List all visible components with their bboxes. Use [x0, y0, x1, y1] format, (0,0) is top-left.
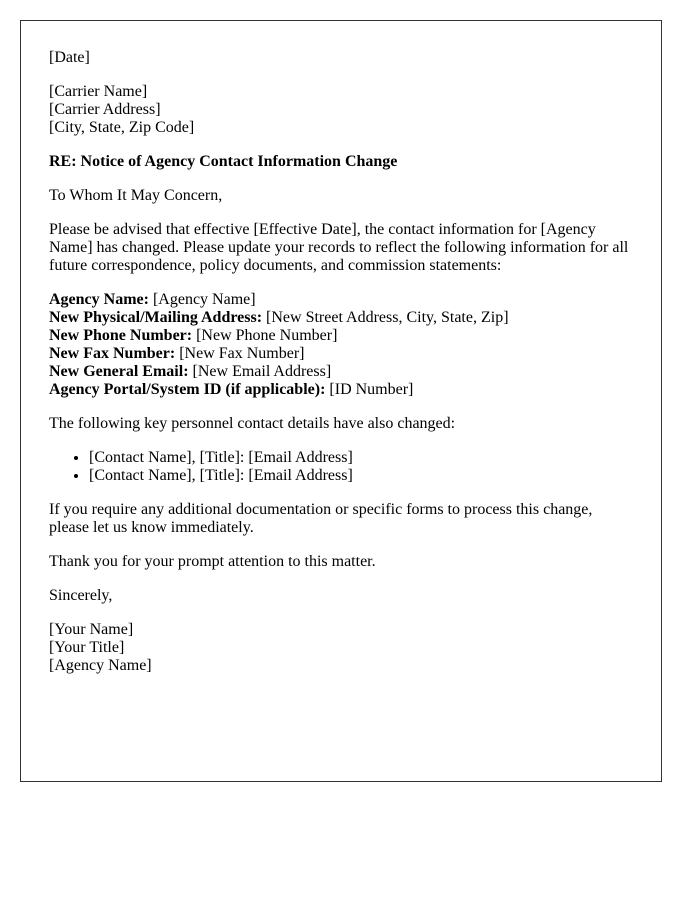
field-value: [New Email Address]	[188, 363, 332, 380]
personnel-intro: The following key personnel contact details have also changed:	[49, 415, 456, 432]
recipient-address	[49, 83, 633, 137]
letter-page	[20, 20, 662, 782]
field-label: Agency Portal/System ID (if applicable):	[49, 381, 326, 398]
field-label: New Fax Number:	[49, 345, 176, 362]
field-value: [New Fax Number]	[175, 345, 305, 362]
field-value: [ID Number]	[325, 381, 414, 398]
field-label: New Phone Number:	[49, 327, 193, 344]
date: [Date]	[49, 49, 90, 66]
carrier-name: [Carrier Name]	[49, 83, 148, 100]
signer-name: [Your Name]	[49, 621, 134, 638]
carrier-city-state-zip: [City, State, Zip Code]	[49, 119, 195, 136]
subject-line: RE: Notice of Agency Contact Information Change	[49, 153, 398, 170]
field-value: [Agency Name]	[148, 291, 256, 308]
signer-agency: [Agency Name]	[49, 657, 152, 674]
list-item: • [Contact Name], [Title]: [Email Address]	[89, 467, 633, 485]
field-label: New General Email:	[49, 363, 189, 380]
signer-title: [Your Title]	[49, 639, 125, 656]
closing: Sincerely,	[49, 587, 113, 604]
field-label: Agency Name:	[49, 291, 149, 308]
carrier-address: [Carrier Address]	[49, 101, 161, 118]
field-value: [New Street Address, City, State, Zip]	[262, 309, 509, 326]
field-value: [New Phone Number]	[192, 327, 338, 344]
request-paragraph: If you require any additional documentation or specific forms to process this change, please let us know immediately.	[49, 501, 593, 536]
intro-paragraph: Please be advised that effective [Effective Date], the contact information for [Agency Name] has changed. Please update your records to reflect the following information for all future correspondence, policy documents, and commission statements:	[49, 221, 629, 274]
field-label: New Physical/Mailing Address:	[49, 309, 263, 326]
personnel-list	[49, 449, 633, 485]
contact-fields	[49, 291, 633, 399]
salutation: To Whom It May Concern,	[49, 187, 223, 204]
signature-block	[49, 621, 633, 675]
list-item: • [Contact Name], [Title]: [Email Address]	[89, 449, 633, 467]
thanks-paragraph: Thank you for your prompt attention to this matter.	[49, 553, 376, 570]
